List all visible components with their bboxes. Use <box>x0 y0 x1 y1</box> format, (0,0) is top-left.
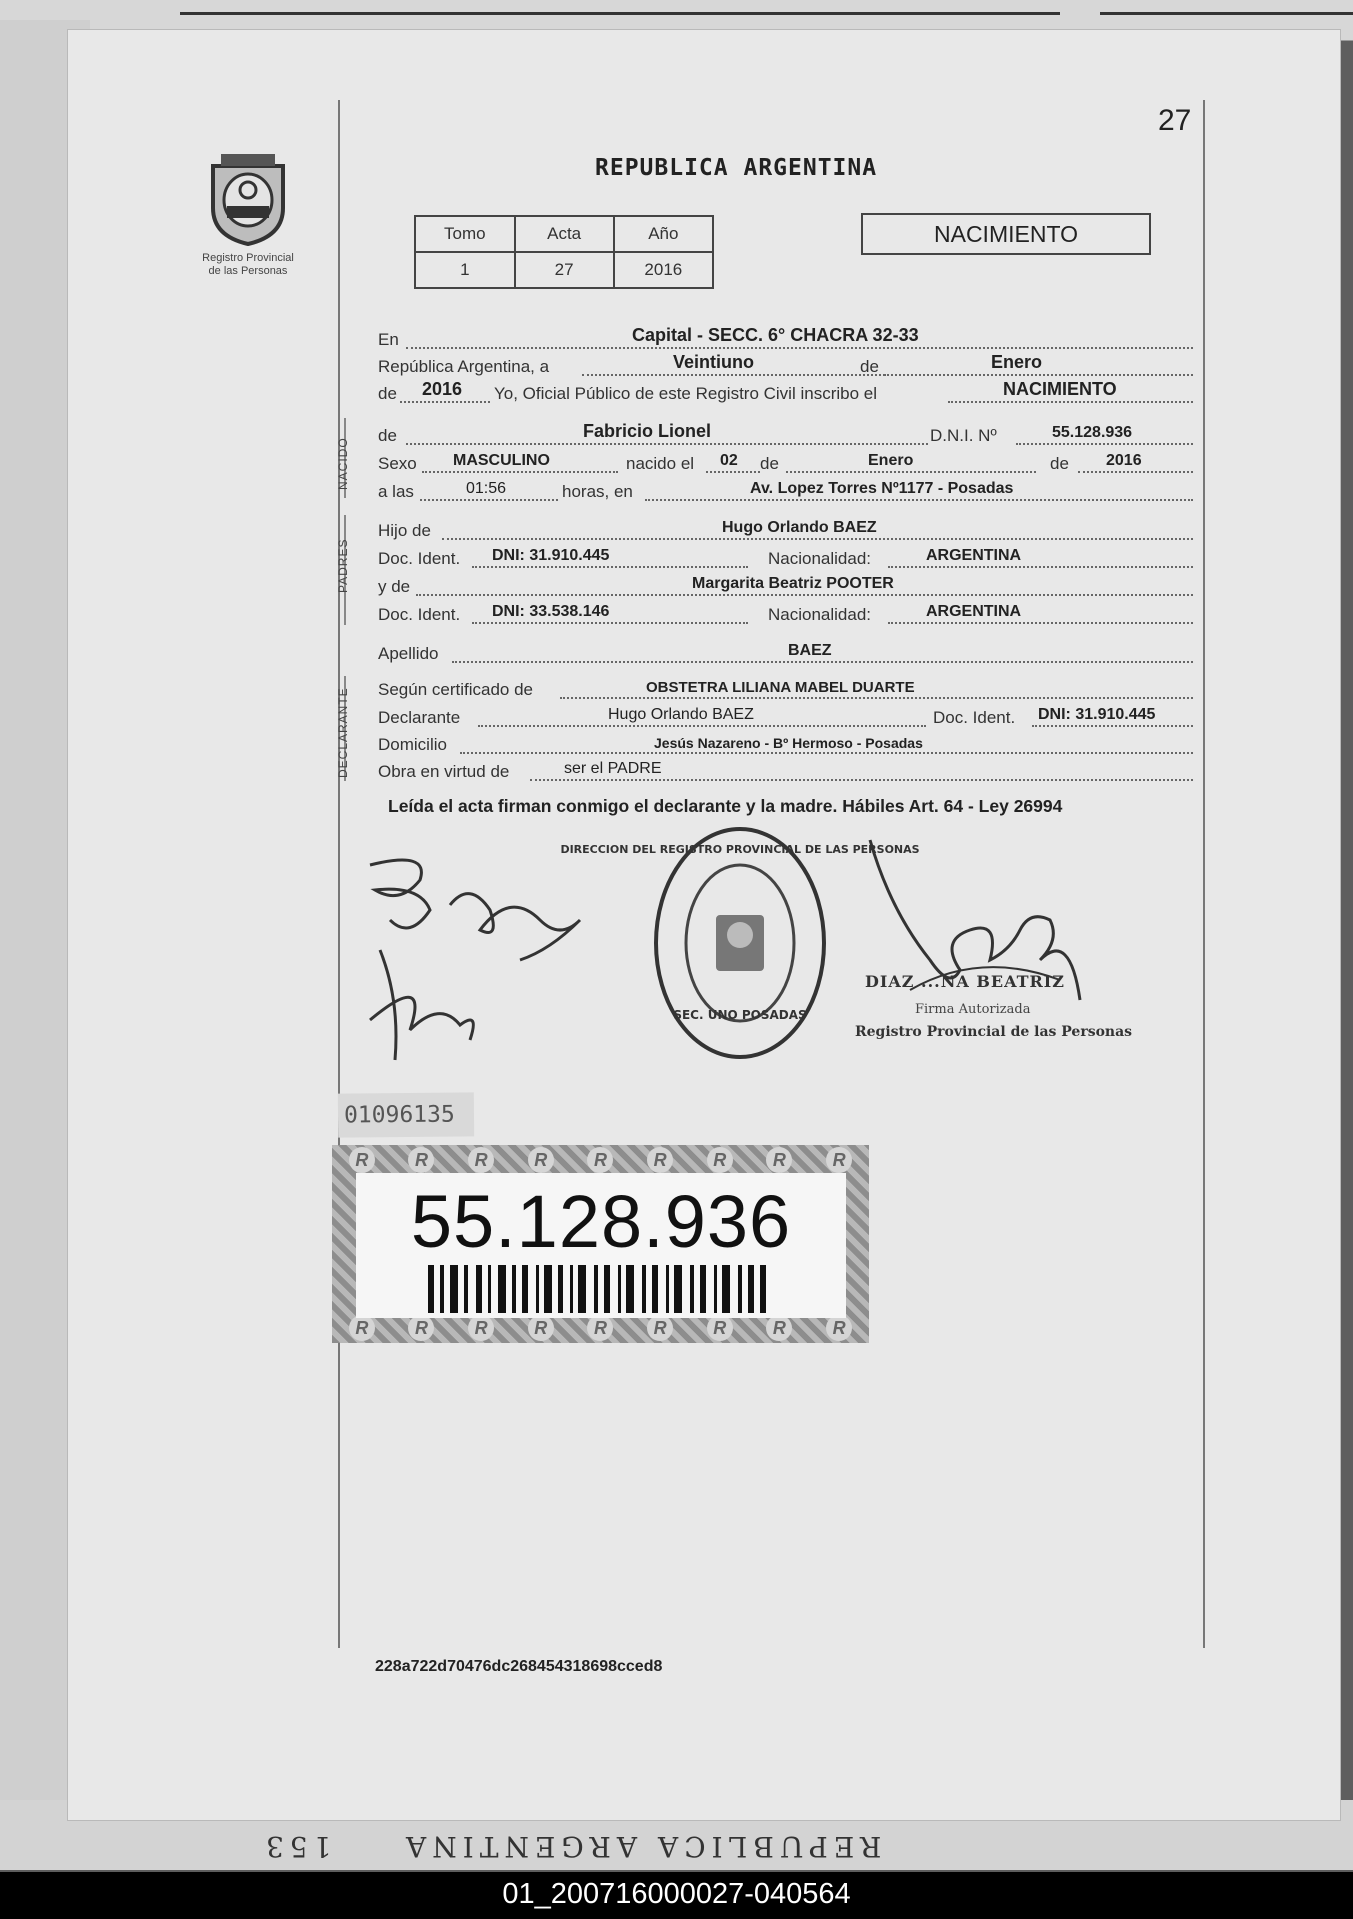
line-date <box>378 353 1193 379</box>
dotted-rule <box>948 401 1193 403</box>
dotted-rule <box>452 661 1193 663</box>
domicilio-label: Domicilio <box>378 735 447 754</box>
line-father <box>378 517 1193 543</box>
left-margin-rule <box>338 100 340 1648</box>
mother-nationality-value: ARGENTINA <box>926 603 1022 620</box>
serial-number: 01096135 <box>338 1092 474 1137</box>
document-title: REPUBLICA ARGENTINA <box>595 155 878 181</box>
dotted-rule <box>420 499 558 501</box>
background-bottom-number: 153 <box>260 1830 332 1863</box>
line-father-doc <box>378 545 1193 571</box>
record-type-box: NACIMIENTO <box>861 213 1151 255</box>
pattern-letter: R <box>528 1315 554 1341</box>
dotted-rule <box>1016 443 1193 445</box>
sticker-pattern-bottom <box>332 1315 869 1341</box>
day-words-value: Veintiuno <box>673 352 754 372</box>
pattern-letter: R <box>468 1315 494 1341</box>
pattern-letter: R <box>766 1147 792 1173</box>
registry-name-line2: de las Personas <box>208 265 288 277</box>
declarante-label: Declarante <box>378 708 461 727</box>
inscribe-text: Yo, Oficial Público de este Registro Civil inscribo el <box>494 384 877 403</box>
certificado-value: OBSTETRA LILIANA MABEL DUARTE <box>646 679 915 696</box>
legal-text: Leída el acta firman conmigo el declarante y la madre. Hábiles Art. 64 - Ley 26994 <box>388 796 1063 816</box>
apellido-label: Apellido <box>378 644 439 663</box>
dotted-rule <box>416 594 1193 596</box>
month-value: Enero <box>991 352 1043 372</box>
year-value: 2016 <box>422 379 463 399</box>
de-year-label: de <box>378 384 397 403</box>
dotted-rule <box>1078 471 1193 473</box>
line-mother <box>378 573 1193 599</box>
line-surname <box>378 640 1193 666</box>
official-stamp <box>560 823 920 1063</box>
mother-doc-value: DNI: 33.538.146 <box>492 603 610 620</box>
reference-value-acta: 27 <box>515 252 614 288</box>
line-domicile <box>378 731 1193 757</box>
sticker-dni-number: 55.128.936 <box>410 1180 792 1263</box>
declarant-signature <box>350 850 600 1090</box>
document-hash: 228a722d70476dc268454318698cced8 <box>375 1658 663 1675</box>
official-name: DIAZ ...NA BEATRIZ <box>865 972 1065 991</box>
coat-of-arms-icon <box>203 148 293 248</box>
dotted-rule <box>645 499 1193 501</box>
dotted-rule <box>406 443 928 445</box>
sticker-pattern-top <box>332 1147 869 1173</box>
declarante-section-label: DECLARANTE <box>336 687 350 778</box>
inscribe-value: NACIMIENTO <box>1003 379 1117 399</box>
pattern-letter: R <box>408 1147 434 1173</box>
pattern-letter: R <box>468 1147 494 1173</box>
declarante-value: Hugo Orlando BAEZ <box>608 706 754 723</box>
official-org: Registro Provincial de las Personas <box>855 1024 1133 1040</box>
obra-value: ser el PADRE <box>564 760 662 777</box>
hijo-de-label: Hijo de <box>378 521 431 540</box>
y-de-label: y de <box>378 577 411 596</box>
obra-label: Obra en virtud de <box>378 762 510 781</box>
dotted-rule <box>1032 725 1193 727</box>
reference-value-ano: 2016 <box>614 252 713 288</box>
child-dni-value: 55.128.936 <box>1052 424 1133 441</box>
pattern-letter: R <box>528 1147 554 1173</box>
dotted-rule <box>400 401 490 403</box>
father-nationality-label: Nacionalidad: <box>768 549 872 568</box>
dotted-rule <box>888 622 1193 624</box>
declarante-doc-label: Doc. Ident. <box>933 708 1016 727</box>
birth-month-value: Enero <box>868 452 914 469</box>
dotted-rule <box>888 566 1193 568</box>
nacido-el-label: nacido el <box>626 454 695 473</box>
child-name-value: Fabricio Lionel <box>583 421 712 441</box>
page-number: 27 <box>1158 104 1192 137</box>
background-bottom-text: REPUBLICA ARGENTINA <box>400 1830 882 1863</box>
dotted-rule <box>478 725 926 727</box>
id-sticker <box>332 1145 869 1343</box>
line-inscribe <box>378 380 1193 406</box>
dotted-rule <box>786 471 1036 473</box>
pattern-letter: R <box>587 1147 613 1173</box>
dotted-rule <box>706 471 760 473</box>
birth-day-value: 02 <box>720 452 738 469</box>
place-value: Capital - SECC. 6° CHACRA 32-33 <box>632 325 919 345</box>
father-nationality-value: ARGENTINA <box>926 547 1022 564</box>
birth-address-value: Av. Lopez Torres Nº1177 - Posadas <box>750 480 1014 497</box>
right-margin-rule <box>1203 100 1205 1648</box>
reference-value-tomo: 1 <box>415 252 515 288</box>
line-time-place <box>378 478 1193 504</box>
dotted-rule <box>472 622 748 624</box>
pattern-letter: R <box>647 1315 673 1341</box>
reference-header-tomo: Tomo <box>415 216 515 252</box>
dotted-rule <box>406 347 1193 349</box>
official-role: Firma Autorizada <box>915 1002 1031 1017</box>
de-label-3: de <box>1050 454 1069 473</box>
registry-logo <box>188 148 308 278</box>
image-caption: 01_200716000027-040564 <box>0 1872 1353 1919</box>
line-name <box>378 422 1193 448</box>
pattern-letter: R <box>408 1315 434 1341</box>
stamp-ring-text: DIRECCION DEL REGISTRO PROVINCIAL DE LAS PERSONAS <box>560 843 920 856</box>
line-place <box>378 326 1193 352</box>
pattern-letter: R <box>766 1315 792 1341</box>
dotted-rule <box>422 471 618 473</box>
line-sex-birth <box>378 450 1193 476</box>
domicilio-value: Jesús Nazareno - Bº Hermoso - Posadas <box>654 735 923 751</box>
mother-doc-label: Doc. Ident. <box>378 605 461 624</box>
reference-header-acta: Acta <box>515 216 614 252</box>
horas-label: horas, en <box>562 482 633 501</box>
father-doc-value: DNI: 31.910.445 <box>492 547 610 564</box>
line-obra <box>378 758 1193 784</box>
dotted-rule <box>460 752 1193 754</box>
reference-header-row <box>415 216 713 252</box>
line-declarant <box>378 704 1193 730</box>
pattern-letter: R <box>647 1147 673 1173</box>
de-label-2: de <box>760 454 779 473</box>
nacido-section-label: NACIDO <box>336 437 350 490</box>
de-label: de <box>860 357 879 376</box>
reference-value-row <box>415 252 713 288</box>
sticker-label <box>356 1173 846 1318</box>
dotted-rule <box>884 374 1193 376</box>
stamp-center-text: SEC. UNO POSADAS <box>673 1008 807 1022</box>
mother-nationality-label: Nacionalidad: <box>768 605 872 624</box>
en-label: En <box>378 330 399 349</box>
pattern-letter: R <box>826 1147 852 1173</box>
sexo-value: MASCULINO <box>453 452 550 469</box>
dotted-rule <box>530 779 1193 781</box>
line-certificate <box>378 676 1193 702</box>
line-mother-doc <box>378 601 1193 627</box>
declarante-doc-value: DNI: 31.910.445 <box>1038 706 1156 723</box>
reference-header-ano: Año <box>614 216 713 252</box>
nacido-de-label: de <box>378 426 397 445</box>
father-doc-label: Doc. Ident. <box>378 549 461 568</box>
barcode-icon <box>428 1265 768 1313</box>
sexo-label: Sexo <box>378 454 417 473</box>
dotted-rule <box>442 538 1193 540</box>
apellido-value: BAEZ <box>788 642 832 659</box>
a-las-label: a las <box>378 482 414 501</box>
dotted-rule <box>560 697 1193 699</box>
reference-table <box>414 215 714 289</box>
pattern-letter: R <box>826 1315 852 1341</box>
pattern-letter: R <box>349 1147 375 1173</box>
birth-year-value: 2016 <box>1106 452 1142 469</box>
certificado-label: Según certificado de <box>378 680 533 699</box>
padres-section-label: PADRES <box>336 538 350 593</box>
dni-label: D.N.I. Nº <box>930 426 997 445</box>
pattern-letter: R <box>707 1315 733 1341</box>
pattern-letter: R <box>707 1147 733 1173</box>
mother-name-value: Margarita Beatriz POOTER <box>692 575 894 592</box>
pattern-letter: R <box>587 1315 613 1341</box>
dotted-rule <box>472 566 748 568</box>
country-label: República Argentina, a <box>378 357 550 376</box>
registry-name-line1: Registro Provincial <box>202 252 294 264</box>
father-name-value: Hugo Orlando BAEZ <box>722 519 877 536</box>
pattern-letter: R <box>349 1315 375 1341</box>
time-value: 01:56 <box>466 480 507 497</box>
